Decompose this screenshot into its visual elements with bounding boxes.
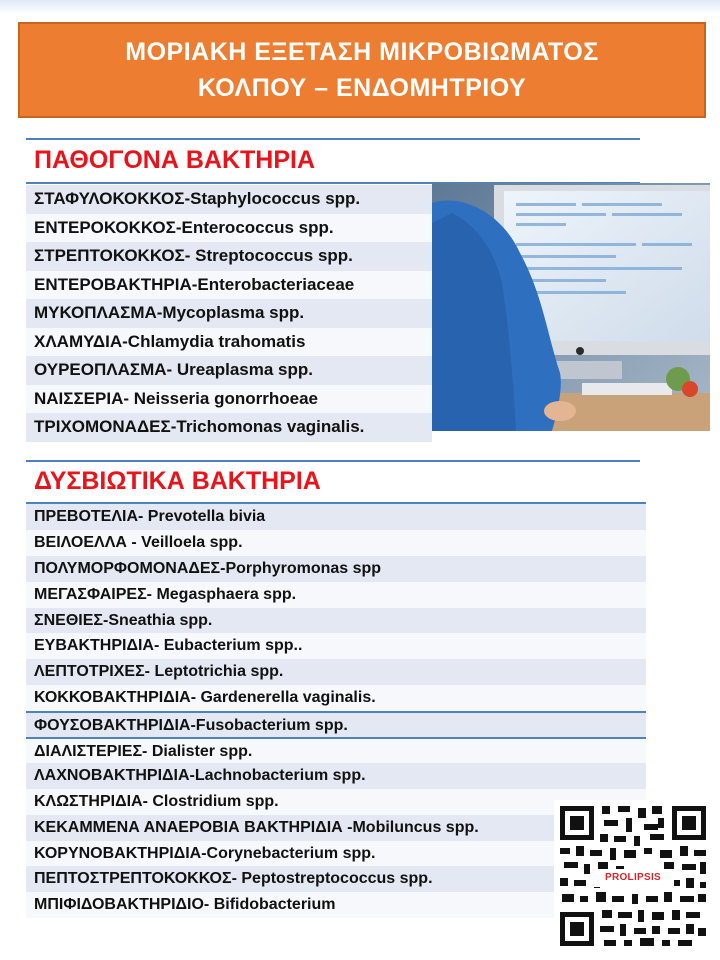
banner-line-2: ΚΟΛΠΟΥ – ΕΝΔΟΜΗΤΡΙΟΥ (197, 74, 527, 102)
banner-line-1: ΜΟΡΙΑΚΗ ΕΞΕΤΑΣΗ ΜΙΚΡΟΒΙΩΜΑΤΟΣ (125, 38, 599, 66)
list-item: ΛΑΧΝΟΒΑΚΤΗΡΙΔΙΑ-Lachnobacterium spp. (26, 763, 646, 789)
list-item: ΣΤΑΦΥΛΟΚΟΚΚΟΣ-Staphylococcus spp. (26, 185, 432, 214)
list-item: ΜΠΙΦΙΔΟΒΑΚΤΗΡΙΔΙΟ- Bifidobacterium (26, 892, 646, 918)
list-item: ΕΥΒΑΚΤΗΡΙΔΙΑ- Eubacterium spp.. (26, 633, 646, 659)
dysbiotic-title: ΔΥΣΒΙΩΤΙΚΑ ΒΑΚΤΗΡΙΑ (34, 467, 321, 495)
list-item: ΕΝΤΕΡΟΚΟΚΚΟΣ-Enterococcus spp. (26, 214, 432, 243)
list-item: ΣΝΕΘΙΕΣ-Sneathia spp. (26, 608, 646, 634)
top-fade (0, 0, 720, 14)
list-item: ΜΕΓΑΣΦΑΙΡΕΣ- Megasphaera spp. (26, 582, 646, 608)
divider-rule (26, 138, 640, 140)
list-item: ΤΡΙΧΟΜΟΝΑΔΕΣ-Trichomonas vaginalis. (26, 413, 432, 442)
list-item: ΠΡΕΒΟΤΕΛΙΑ- Prevotella bivia (26, 504, 646, 530)
prolipsis-logo: PROLIPSIS (592, 869, 674, 887)
list-item: ΜΥΚΟΠΛΑΣΜΑ-Mycoplasma spp. (26, 299, 432, 328)
list-item: ΚΛΩΣΤΗΡΙΔΙΑ- Clostridium spp. (26, 789, 646, 815)
list-item: ΚΟΡΥΝΟΒΑΚΤΗΡΙΔΙΑ-Corynebacterium spp. (26, 841, 646, 867)
title-banner (18, 22, 706, 118)
list-item: ΕΝΤΕΡΟΒΑΚΤΗΡΙΑ-Enterobacteriaceae (26, 271, 432, 300)
list-item: ΔΙΑΛΙΣΤΕΡΙΕΣ- Dialister spp. (26, 737, 646, 763)
list-item: ΛΕΠΤΟΤΡΙΧΕΣ- Leptotrichia spp. (26, 659, 646, 685)
list-item: ΟΥΡΕΟΠΛΑΣΜΑ- Ureaplasma spp. (26, 356, 432, 385)
pathogenic-list (26, 185, 432, 442)
list-item: ΝΑΙΣΣΕΡΙΑ- Neisseria gonorrhoeae (26, 385, 432, 414)
computer-photo-icon (432, 183, 710, 431)
list-item: ΚΟΚΚΟΒΑΚΤΗΡΙΔΙΑ- Gardenerella vaginalis. (26, 685, 646, 711)
dysbiotic-list (26, 504, 646, 918)
list-item: ΠΕΠΤΟΣΤΡΕΠΤΟΚΟΚΚΟΣ- Peptostreptococcus spp. (26, 866, 646, 892)
list-item: ΠΟΛΥΜΟΡΦΟΜΟΝΑΔΕΣ-Porphyromonas spp (26, 556, 646, 582)
computer-photo (432, 183, 710, 431)
list-item: ΣΤΡΕΠΤΟΚΟΚΚΟΣ- Streptococcus spp. (26, 242, 432, 271)
list-item: ΒΕΙΛΟΕΛΛΑ - Veilloela spp. (26, 530, 646, 556)
list-item: ΦΟΥΣΟΒΑΚΤΗΡΙΔΙΑ-Fusobacterium spp. (26, 711, 646, 737)
divider-rule (26, 460, 640, 462)
pathogenic-title: ΠΑΘΟΓΟΝΑ ΒΑΚΤΗΡΙΑ (34, 146, 316, 174)
list-item: ΧΛΑΜΥΔΙΑ-Chlamydia trahomatis (26, 328, 432, 357)
list-item: ΚΕΚΑΜΜΕΝΑ ΑΝΑΕΡΟΒΙΑ ΒΑΚΤΗΡΙΔΙΑ -Mobiluncus spp. (26, 815, 646, 841)
